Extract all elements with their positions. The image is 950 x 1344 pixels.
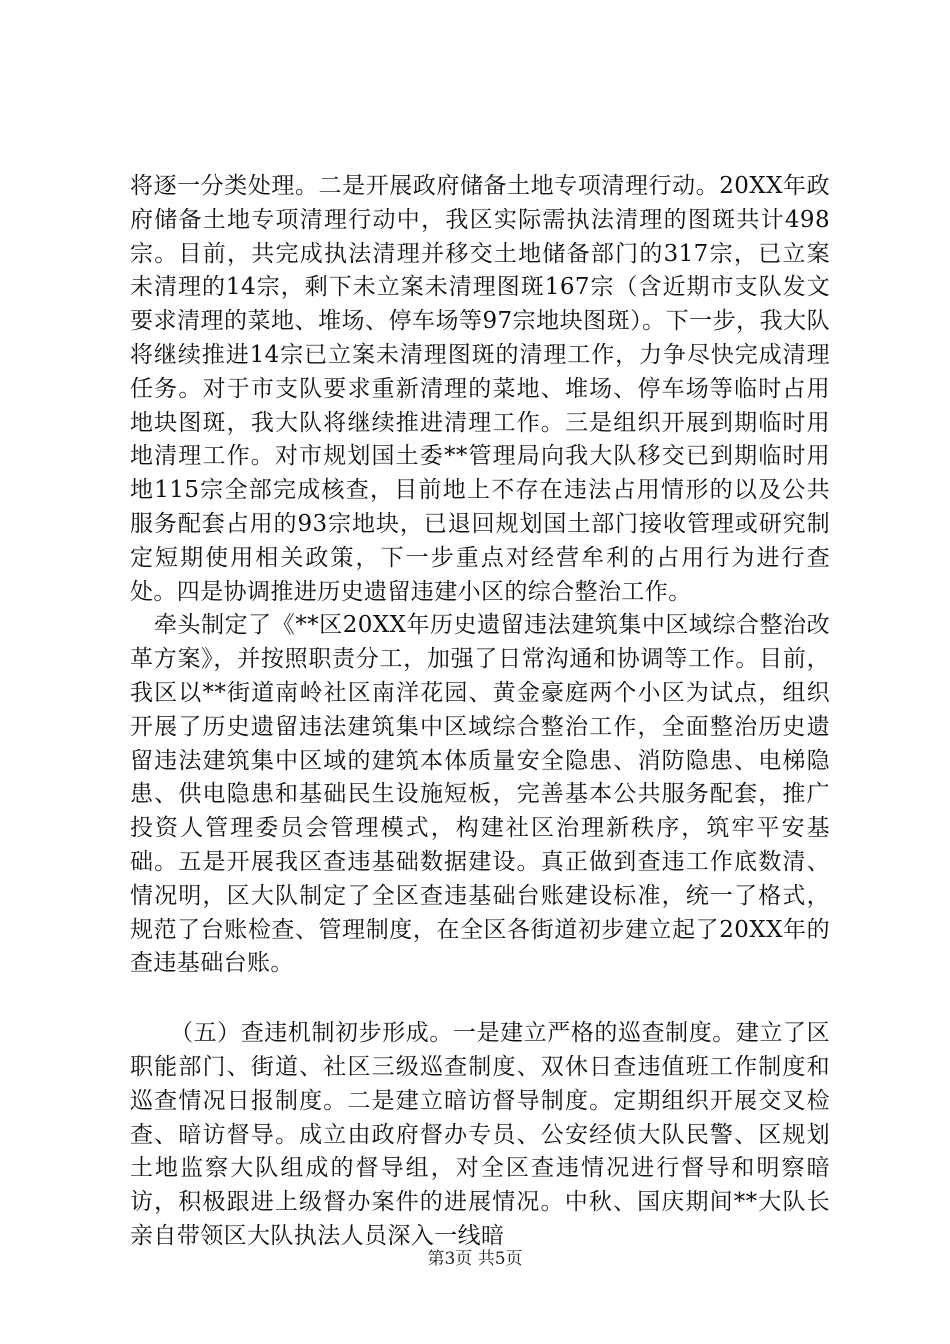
paragraph-spacer — [130, 981, 830, 1017]
paragraph-continued: 将逐一分类处理。二是开展政府储备土地专项清理行动。20XX年政府储备土地专项清理行动中，我区实际需执法清理的图斑共计498宗。目前，共完成执法清理并移交土地储备部门的317宗，已立案未清理的14宗，剩下未立案未清理图斑167宗（含近期市支队发文要求清理的菜地、堆场、停车场等97宗地块图斑）。下一步，我大队将继续推进14宗已立案未清理图斑的清理工作，力争尽快完成清理任务。对于市支队要求重新清理的菜地、堆场、停车场等临时占用地块图斑，我大队将继续推进清理工作。三是组织开展到期临时用地清理工作。对市规划国土委**管理局向我大队移交已到期临时用地115宗全部完成核查，目前地上不存在违法占用情形的以及公共服务配套占用的93宗地块，已退回规划国土部门接收管理或研究制定短期使用相关政策，下一步重点对经营牟利的占用行为进行查处。四是协调推进历史遗留违建小区的综合整治工作。 — [130, 173, 830, 605]
paragraph-mechanism: （五）查违机制初步形成。一是建立严格的巡查制度。建立了区职能部门、街道、社区三级巡查制度、双休日查违值班工作制度和巡查情况日报制度。二是建立暗访督导制度。定期组织开展交叉检查、暗访督导。成立由政府督办专员、公安经侦大队民警、区规划土地监察大队组成的督导组，对全区查违情况进行督导和明察暗访，积极跟进上级督办案件的进展情况。中秋、国庆期间**大队长亲自带领区大队执法人员深入一线暗 — [130, 1020, 830, 1249]
page-footer: 第3页 共5页 — [427, 1249, 523, 1269]
document-body — [130, 170, 830, 1254]
paragraph-program: 牵头制定了《**区20XX年历史遗留违法建筑集中区域综合整治改革方案》，并按照职责分工，加强了日常沟通和协调等工作。目前，我区以**街道南岭社区南洋花园、黄金豪庭两个小区为试点，组织开展了历史遗留违法建筑集中区域综合整治工作，全面整治历史遗留违法建筑集中区域的建筑本体质量安全隐患、消防隐患、电梯隐患、供电隐患和基础民生设施短板，完善基本公共服务配套，推广投资人管理委员会管理模式，构建社区治理新秩序，筑牢平安基础。五是开展我区查违基础数据建设。真正做到查违工作底数清、情况明，区大队制定了全区查违基础台账建设标准，统一了格式，规范了台账检查、管理制度，在全区各街道初步建立起了20XX年的查违基础台账。 — [130, 612, 830, 977]
